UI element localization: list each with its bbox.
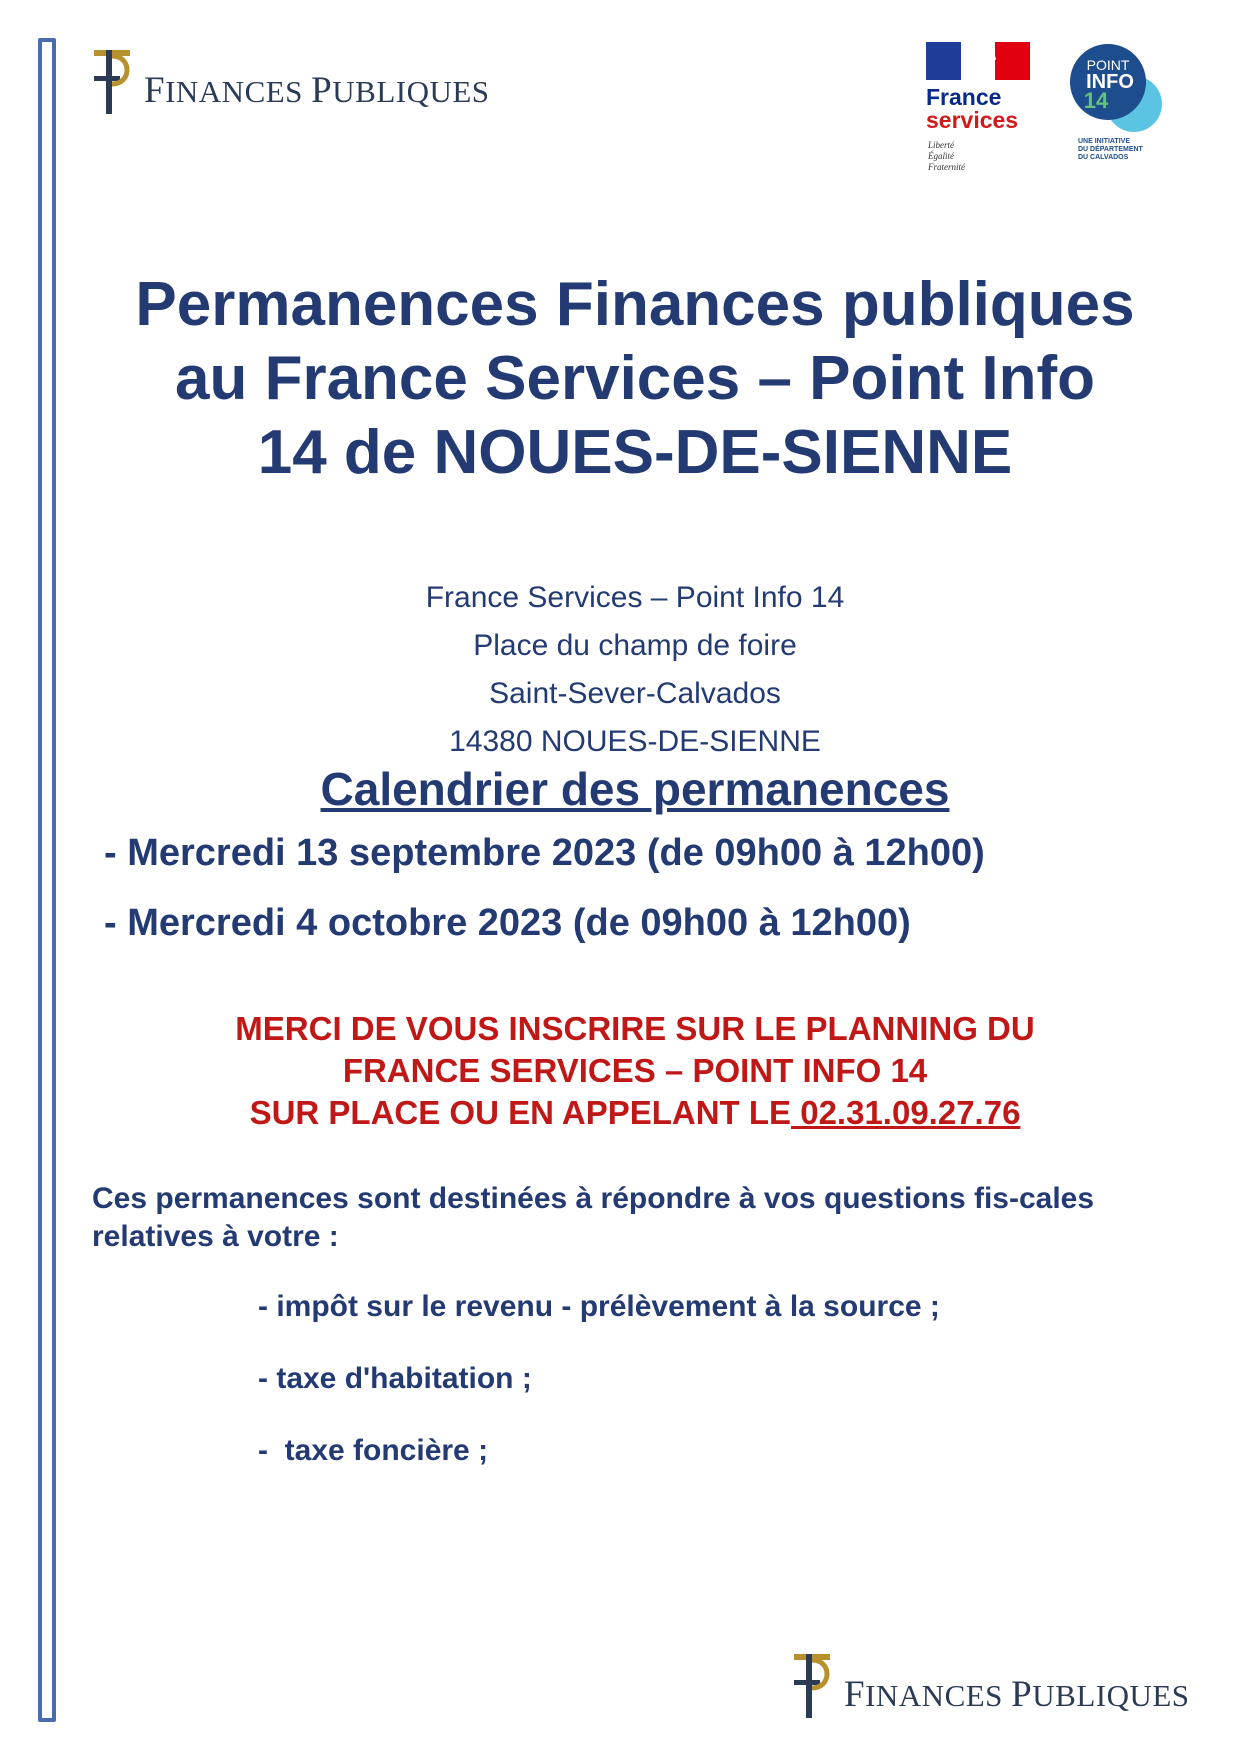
registration-notice: MERCI DE VOUS INSCRIRE SUR LE PLANNING DU FRANCE SERVICES – POINT INFO 14 SUR PLACE OU EN APPELANT LE 02.31.09.27.76 — [235, 1010, 1035, 1131]
address-line: Place du champ de foire — [473, 629, 797, 662]
france-services-title: France services — [926, 84, 1019, 133]
finances-publiques-emblem-icon — [88, 46, 136, 118]
intro-paragraph: Ces permanences sont destinées à répondre à vos questions fis-cales relatives à votre : — [92, 1182, 1095, 1253]
republic-motto: Liberté Égalité Fraternité — [928, 140, 965, 172]
topic-item: - impôt sur le revenu - prélèvement à la source ; — [258, 1290, 940, 1323]
france-services-logo — [926, 42, 1030, 172]
finances-publiques-wordmark: FINANCES PUBLIQUES — [844, 1674, 1190, 1715]
address-block — [80, 574, 1190, 766]
point-label: POINT — [1086, 57, 1130, 73]
finances-publiques-logo — [88, 46, 490, 118]
address-line: Saint-Sever-Calvados — [489, 677, 781, 710]
finances-publiques-emblem-icon — [788, 1650, 836, 1722]
calendar-date: - Mercredi 4 octobre 2023 (de 09h00 à 12h00) — [104, 902, 911, 944]
calendar-date: - Mercredi 13 septembre 2023 (de 09h00 à 12h00) — [104, 832, 985, 874]
finances-publiques-wordmark: FINANCES PUBLIQUES — [144, 70, 490, 111]
address-line: 14380 NOUES-DE-SIENNE — [449, 725, 821, 758]
topic-item: - taxe d'habitation ; — [258, 1362, 532, 1395]
calendar-heading: Calendrier des permanences — [320, 763, 950, 815]
left-border-bar — [38, 38, 56, 1722]
finances-publiques-logo-footer — [788, 1650, 1190, 1722]
point-info-subtitle: UNE INITIATIVE DU DÉPARTEMENT DU CALVADOS — [1078, 138, 1143, 161]
address-line: France Services – Point Info 14 — [425, 581, 845, 614]
topic-item: - taxe foncière ; — [258, 1434, 489, 1467]
page-title: Permanences Finances publiques au France Services – Point Info 14 de NOUES-DE-SIENNE — [135, 270, 1135, 487]
fourteen-label: 14 — [1083, 88, 1109, 113]
info-label: INFO — [1086, 71, 1134, 93]
speech-bubble-icon — [1068, 42, 1172, 138]
point-info-14-logo — [1068, 42, 1172, 160]
phone-number[interactable]: 02.31.09.27.76 — [791, 1094, 1021, 1131]
marianne-profile-icon — [956, 46, 1000, 78]
